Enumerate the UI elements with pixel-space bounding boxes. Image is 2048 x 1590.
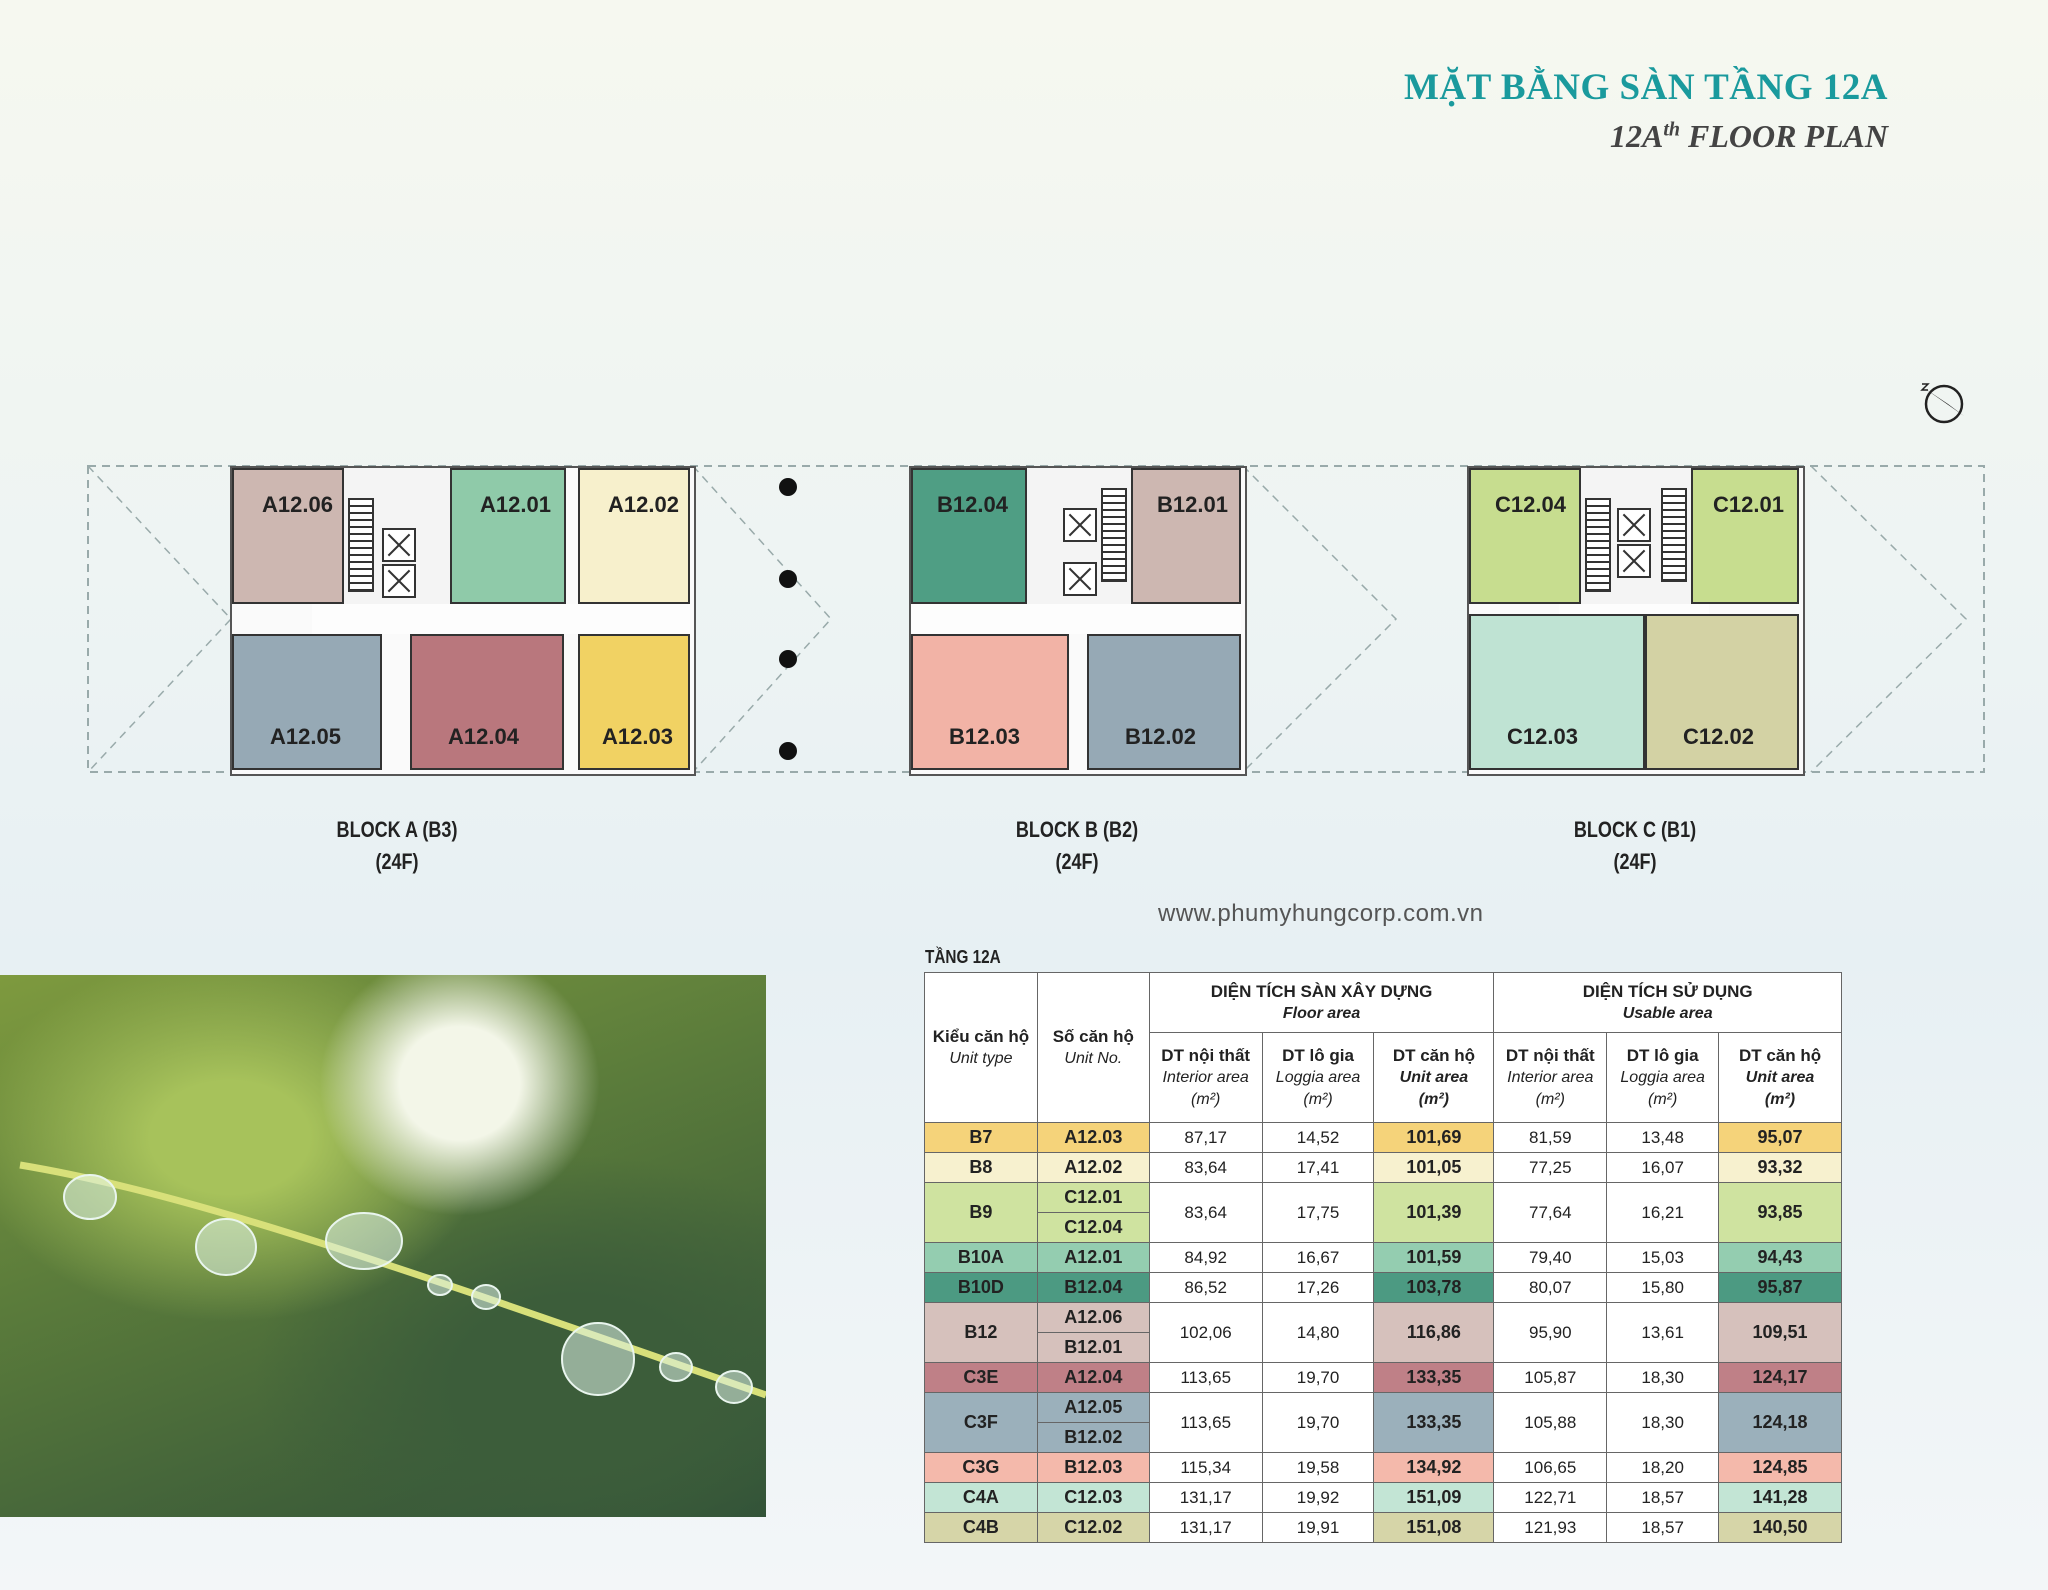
unit-label: A12.04 bbox=[448, 724, 519, 749]
cell-u_log: 13,48 bbox=[1607, 1123, 1719, 1153]
header-unit: (m²) bbox=[1191, 1090, 1221, 1108]
header-vn: Số căn hộ bbox=[1052, 1026, 1134, 1046]
cell-u_unit: 93,32 bbox=[1719, 1153, 1842, 1183]
header-vn: DT nội thất bbox=[1505, 1045, 1595, 1065]
cell-f_unit: 101,05 bbox=[1374, 1153, 1494, 1183]
unit-a12-02[interactable] bbox=[578, 468, 690, 604]
unit-label: B12.02 bbox=[1125, 724, 1196, 749]
cell-u_int: 77,64 bbox=[1494, 1183, 1607, 1243]
unit-label: A12.02 bbox=[608, 492, 679, 517]
north-arrow-icon bbox=[1918, 378, 1968, 428]
col-floor-loggia bbox=[1262, 1033, 1374, 1123]
cell-f_log: 17,41 bbox=[1262, 1153, 1374, 1183]
cell-units: C12.04 bbox=[1037, 1213, 1149, 1243]
cell-u_unit: 94,43 bbox=[1719, 1243, 1842, 1273]
elevator-icon bbox=[1617, 508, 1651, 542]
block-c-plan bbox=[1467, 466, 1805, 776]
header-en: Unit area bbox=[1745, 1068, 1815, 1086]
table-row bbox=[925, 1243, 1842, 1273]
header-unit: (m²) bbox=[1418, 1090, 1450, 1108]
header-vn: DT nội thất bbox=[1161, 1045, 1251, 1065]
unit-label: A12.03 bbox=[602, 724, 673, 749]
cell-u_int: 81,59 bbox=[1494, 1123, 1607, 1153]
table-row bbox=[925, 1513, 1842, 1543]
table-row bbox=[925, 1273, 1842, 1303]
cell-f_int: 87,17 bbox=[1149, 1123, 1262, 1153]
cell-f_unit: 101,39 bbox=[1374, 1183, 1494, 1243]
cell-type: C4A bbox=[925, 1483, 1038, 1513]
cell-u_int: 122,71 bbox=[1494, 1483, 1607, 1513]
cell-type: C3E bbox=[925, 1363, 1038, 1393]
unit-label: C12.02 bbox=[1683, 724, 1754, 749]
core-area bbox=[1027, 468, 1131, 604]
unit-b12-01[interactable] bbox=[1131, 468, 1241, 604]
table-caption: TẦNG 12A bbox=[925, 947, 1001, 967]
cell-u_unit: 95,07 bbox=[1719, 1123, 1842, 1153]
cell-u_int: 106,65 bbox=[1494, 1453, 1607, 1483]
cell-type: B8 bbox=[925, 1153, 1038, 1183]
col-floor-interior bbox=[1149, 1033, 1262, 1123]
cell-f_unit: 103,78 bbox=[1374, 1273, 1494, 1303]
cell-u_log: 16,21 bbox=[1607, 1183, 1719, 1243]
unit-b12-04[interactable] bbox=[911, 468, 1027, 604]
cell-u_unit: 124,17 bbox=[1719, 1363, 1842, 1393]
header-en: Loggia area bbox=[1620, 1068, 1705, 1086]
cell-u_int: 105,87 bbox=[1494, 1363, 1607, 1393]
header-en: Floor area bbox=[1282, 1004, 1361, 1022]
block-c-caption bbox=[1553, 814, 1717, 878]
cell-units: A12.04 bbox=[1037, 1363, 1149, 1393]
col-usable-unit bbox=[1719, 1033, 1842, 1123]
cell-u_int: 77,25 bbox=[1494, 1153, 1607, 1183]
cell-f_unit: 134,92 bbox=[1374, 1453, 1494, 1483]
cell-u_int: 80,07 bbox=[1494, 1273, 1607, 1303]
elevator-icon bbox=[1063, 508, 1097, 542]
unit-a12-05[interactable] bbox=[232, 634, 382, 770]
area-table bbox=[924, 972, 1842, 1543]
cell-f_unit: 151,09 bbox=[1374, 1483, 1494, 1513]
elevator-icon bbox=[382, 564, 416, 598]
cell-u_log: 18,57 bbox=[1607, 1483, 1719, 1513]
cell-f_int: 115,34 bbox=[1149, 1453, 1262, 1483]
website-link[interactable]: www.phumyhungcorp.com.vn bbox=[1158, 900, 1484, 927]
unit-b12-03[interactable] bbox=[911, 634, 1069, 770]
cell-f_log: 19,58 bbox=[1262, 1453, 1374, 1483]
unit-label: C12.03 bbox=[1507, 724, 1578, 749]
unit-label: B12.03 bbox=[949, 724, 1020, 749]
col-floor-unit bbox=[1374, 1033, 1494, 1123]
cell-f_log: 19,70 bbox=[1262, 1363, 1374, 1393]
block-floors: (24F) bbox=[375, 849, 419, 874]
page-subtitle bbox=[1610, 118, 1888, 155]
grass-blade-illustration bbox=[0, 975, 766, 1517]
cell-f_log: 17,75 bbox=[1262, 1183, 1374, 1243]
cell-f_unit: 133,35 bbox=[1374, 1393, 1494, 1453]
unit-label: A12.01 bbox=[480, 492, 551, 517]
unit-a12-06[interactable] bbox=[232, 468, 344, 604]
header-unit: (m²) bbox=[1647, 1090, 1678, 1108]
stair-icon bbox=[1661, 488, 1687, 582]
col-unit-no bbox=[1037, 973, 1149, 1123]
col-unit-type bbox=[925, 973, 1038, 1123]
cell-units: B12.04 bbox=[1037, 1273, 1149, 1303]
unit-label: B12.01 bbox=[1157, 492, 1228, 517]
cell-f_log: 19,91 bbox=[1262, 1513, 1374, 1543]
cell-units: B12.03 bbox=[1037, 1453, 1149, 1483]
cell-units: A12.06 bbox=[1037, 1303, 1149, 1333]
unit-c12-02[interactable] bbox=[1645, 614, 1799, 770]
unit-label: C12.01 bbox=[1713, 492, 1784, 517]
unit-a12-01[interactable] bbox=[450, 468, 566, 604]
cell-f_int: 83,64 bbox=[1149, 1153, 1262, 1183]
group-floor-area bbox=[1149, 973, 1494, 1033]
block-floors: (24F) bbox=[1055, 849, 1099, 874]
unit-b12-02[interactable] bbox=[1087, 634, 1241, 770]
table-row bbox=[925, 1453, 1842, 1483]
cell-f_int: 86,52 bbox=[1149, 1273, 1262, 1303]
block-a-plan bbox=[230, 466, 696, 776]
header-en: Loggia area bbox=[1275, 1068, 1361, 1086]
header-en: Usable area bbox=[1622, 1004, 1713, 1022]
cell-u_unit: 140,50 bbox=[1719, 1513, 1842, 1543]
cell-f_unit: 151,08 bbox=[1374, 1513, 1494, 1543]
block-b-plan bbox=[909, 466, 1247, 776]
stair-icon bbox=[1585, 498, 1611, 592]
unit-label: C12.04 bbox=[1495, 492, 1566, 517]
table-row bbox=[925, 1393, 1842, 1423]
cell-u_int: 121,93 bbox=[1494, 1513, 1607, 1543]
header-vn: DIỆN TÍCH SỬ DỤNG bbox=[1582, 981, 1753, 1001]
group-usable-area bbox=[1494, 973, 1842, 1033]
table-row bbox=[925, 1483, 1842, 1513]
cell-type: B10D bbox=[925, 1273, 1038, 1303]
page-title: MẶT BẰNG SÀN TẦNG 12A bbox=[1403, 67, 1888, 108]
col-usable-interior bbox=[1494, 1033, 1607, 1123]
cell-u_int: 95,90 bbox=[1494, 1303, 1607, 1363]
block-b-caption bbox=[995, 814, 1159, 878]
cell-f_log: 17,26 bbox=[1262, 1273, 1374, 1303]
separator-dot bbox=[779, 650, 797, 668]
cell-f_unit: 101,59 bbox=[1374, 1243, 1494, 1273]
separator-dot bbox=[779, 570, 797, 588]
cell-u_log: 18,30 bbox=[1607, 1393, 1719, 1453]
cell-f_unit: 116,86 bbox=[1374, 1303, 1494, 1363]
dewdrop-photo bbox=[0, 975, 766, 1517]
unit-c12-01[interactable] bbox=[1691, 468, 1799, 604]
block-a-caption bbox=[315, 814, 479, 878]
subtitle-prefix: 12A bbox=[1609, 118, 1664, 154]
cell-type: B7 bbox=[925, 1123, 1038, 1153]
cell-f_int: 113,65 bbox=[1149, 1363, 1262, 1393]
header-vn: Kiểu căn hộ bbox=[932, 1026, 1030, 1046]
corridor bbox=[312, 604, 690, 634]
core-area bbox=[1581, 468, 1691, 604]
header-en: Interior area bbox=[1507, 1068, 1594, 1086]
cell-units: A12.05 bbox=[1037, 1393, 1149, 1423]
unit-a12-04[interactable] bbox=[410, 634, 564, 770]
separator-dot bbox=[779, 478, 797, 496]
cell-u_unit: 124,85 bbox=[1719, 1453, 1842, 1483]
header-unit: (m²) bbox=[1535, 1090, 1565, 1108]
cell-f_int: 131,17 bbox=[1149, 1483, 1262, 1513]
cell-u_log: 18,30 bbox=[1607, 1363, 1719, 1393]
cell-type: B12 bbox=[925, 1303, 1038, 1363]
cell-units: C12.03 bbox=[1037, 1483, 1149, 1513]
cell-f_unit: 133,35 bbox=[1374, 1363, 1494, 1393]
unit-label: B12.04 bbox=[937, 492, 1008, 517]
cell-f_log: 14,52 bbox=[1262, 1123, 1374, 1153]
subtitle-suffix: FLOOR PLAN bbox=[1680, 118, 1888, 154]
table-row bbox=[925, 1183, 1842, 1213]
header-en: Unit No. bbox=[1064, 1049, 1123, 1067]
cell-type: C4B bbox=[925, 1513, 1038, 1543]
cell-type: C3G bbox=[925, 1453, 1038, 1483]
cell-u_log: 15,80 bbox=[1607, 1273, 1719, 1303]
header-en: Unit area bbox=[1399, 1068, 1469, 1086]
header-vn: DT căn hộ bbox=[1392, 1045, 1475, 1065]
cell-u_int: 79,40 bbox=[1494, 1243, 1607, 1273]
cell-f_log: 16,67 bbox=[1262, 1243, 1374, 1273]
cell-f_log: 19,70 bbox=[1262, 1393, 1374, 1453]
cell-f_unit: 101,69 bbox=[1374, 1123, 1494, 1153]
cell-u_unit: 95,87 bbox=[1719, 1273, 1842, 1303]
cell-units: A12.02 bbox=[1037, 1153, 1149, 1183]
cell-u_log: 18,20 bbox=[1607, 1453, 1719, 1483]
cell-u_unit: 109,51 bbox=[1719, 1303, 1842, 1363]
header-vn: DT căn hộ bbox=[1738, 1045, 1822, 1065]
stair-icon bbox=[348, 498, 374, 592]
cell-f_int: 131,17 bbox=[1149, 1513, 1262, 1543]
cell-units: A12.01 bbox=[1037, 1243, 1149, 1273]
block-name: BLOCK A (B3) bbox=[336, 817, 458, 842]
unit-a12-03[interactable] bbox=[578, 634, 690, 770]
cell-u_log: 16,07 bbox=[1607, 1153, 1719, 1183]
cell-u_unit: 124,18 bbox=[1719, 1393, 1842, 1453]
table-row bbox=[925, 1153, 1842, 1183]
unit-c12-03[interactable] bbox=[1469, 614, 1645, 770]
table-row bbox=[925, 1303, 1842, 1333]
corridor bbox=[911, 604, 1241, 634]
stair-icon bbox=[1101, 488, 1127, 582]
cell-u_int: 105,88 bbox=[1494, 1393, 1607, 1453]
cell-u_unit: 141,28 bbox=[1719, 1483, 1842, 1513]
col-usable-loggia bbox=[1607, 1033, 1719, 1123]
cell-units: B12.01 bbox=[1037, 1333, 1149, 1363]
elevator-icon bbox=[382, 528, 416, 562]
cell-type: B9 bbox=[925, 1183, 1038, 1243]
header-vn: DT lô gia bbox=[1282, 1045, 1354, 1065]
cell-units: C12.01 bbox=[1037, 1183, 1149, 1213]
header-en: Unit type bbox=[949, 1049, 1013, 1067]
block-name: BLOCK C (B1) bbox=[1573, 817, 1697, 842]
cell-f_int: 102,06 bbox=[1149, 1303, 1262, 1363]
header-vn: DT lô gia bbox=[1626, 1045, 1699, 1065]
cell-u_log: 13,61 bbox=[1607, 1303, 1719, 1363]
table-row bbox=[925, 1123, 1842, 1153]
block-name: BLOCK B (B2) bbox=[1015, 817, 1139, 842]
cell-units: B12.02 bbox=[1037, 1423, 1149, 1453]
cell-f_int: 113,65 bbox=[1149, 1393, 1262, 1453]
core-area bbox=[344, 468, 450, 604]
cell-type: B10A bbox=[925, 1243, 1038, 1273]
cell-f_int: 83,64 bbox=[1149, 1183, 1262, 1243]
header-unit: (m²) bbox=[1764, 1090, 1796, 1108]
cell-f_log: 19,92 bbox=[1262, 1483, 1374, 1513]
unit-label: A12.06 bbox=[262, 492, 333, 517]
table-row bbox=[925, 1363, 1842, 1393]
cell-f_int: 84,92 bbox=[1149, 1243, 1262, 1273]
cell-u_log: 18,57 bbox=[1607, 1513, 1719, 1543]
header-en: Interior area bbox=[1162, 1068, 1249, 1086]
unit-c12-04[interactable] bbox=[1469, 468, 1581, 604]
header-unit: (m²) bbox=[1303, 1090, 1333, 1108]
separator-dot bbox=[779, 742, 797, 760]
cell-u_unit: 93,85 bbox=[1719, 1183, 1842, 1243]
elevator-icon bbox=[1063, 562, 1097, 596]
block-floors: (24F) bbox=[1613, 849, 1657, 874]
cell-units: A12.03 bbox=[1037, 1123, 1149, 1153]
header-vn: DIỆN TÍCH SÀN XÂY DỰNG bbox=[1210, 981, 1433, 1001]
cell-u_log: 15,03 bbox=[1607, 1243, 1719, 1273]
unit-label: A12.05 bbox=[270, 724, 341, 749]
table-body bbox=[925, 1123, 1842, 1543]
cell-f_log: 14,80 bbox=[1262, 1303, 1374, 1363]
subtitle-sup: th bbox=[1663, 118, 1680, 141]
cell-units: C12.02 bbox=[1037, 1513, 1149, 1543]
elevator-icon bbox=[1617, 544, 1651, 578]
cell-type: C3F bbox=[925, 1393, 1038, 1453]
